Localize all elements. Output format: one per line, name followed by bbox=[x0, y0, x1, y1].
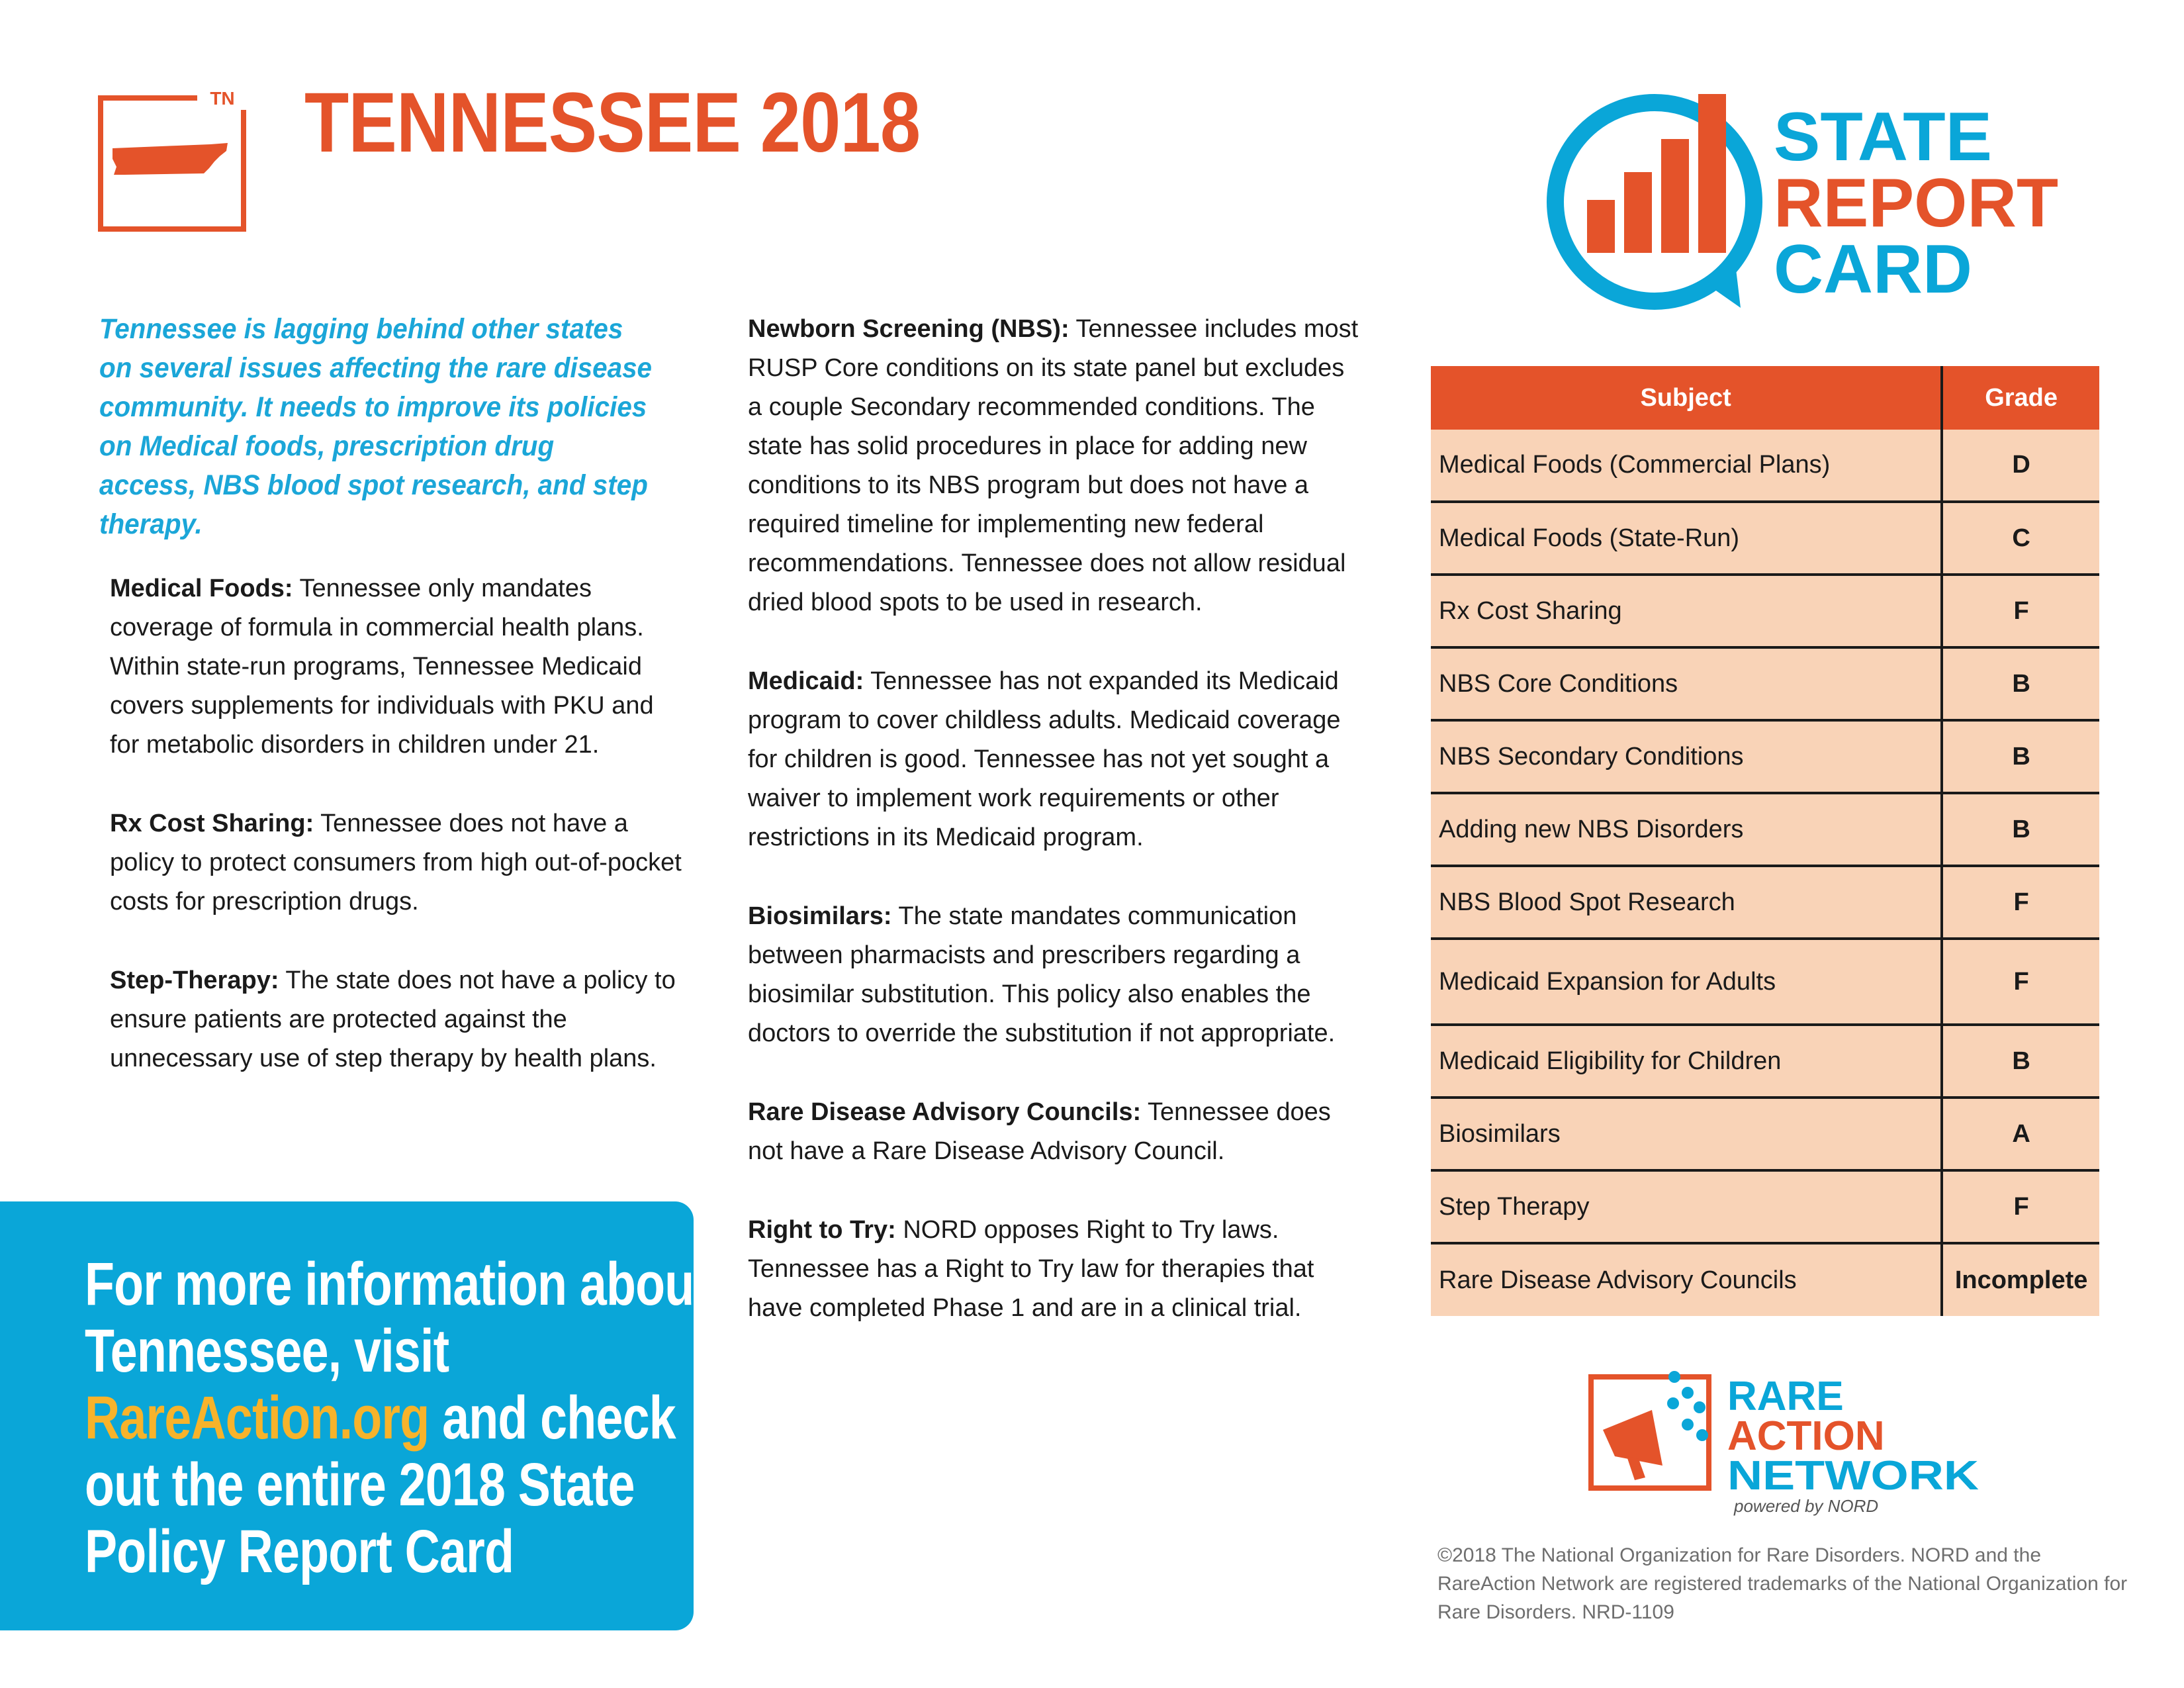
table-row bbox=[1431, 1025, 2099, 1098]
table-row bbox=[1431, 1170, 2099, 1243]
section-step-therapy bbox=[106, 961, 688, 1078]
section-heading: Newborn Screening (NBS): bbox=[748, 315, 1069, 343]
section-heading: Step-Therapy: bbox=[110, 966, 279, 994]
row-grade: B bbox=[1942, 1025, 2099, 1098]
section-newborn-screening bbox=[748, 310, 1363, 622]
row-subject: Biosimilars bbox=[1431, 1098, 1942, 1170]
rare-logo-line-action: ACTION bbox=[1727, 1413, 1885, 1459]
row-grade: B bbox=[1942, 793, 2099, 866]
table-row bbox=[1431, 430, 2099, 502]
header-grade: Grade bbox=[1942, 366, 2099, 430]
row-grade: F bbox=[1942, 1170, 2099, 1243]
section-heading: Rx Cost Sharing: bbox=[110, 810, 314, 837]
section-body: Tennessee does not have a Rare Disease Advisory Council. bbox=[748, 1098, 1331, 1165]
info-callout-text bbox=[85, 1251, 720, 1585]
intro-summary: Tennessee is lagging behind other states on several issues affecting the rare disease community. It needs to improve its policies on Medical foods, prescription drug access, NBS blood spot research, and step therapy. bbox=[99, 313, 653, 540]
row-subject: NBS Blood Spot Research bbox=[1431, 866, 1942, 939]
rare-logo-line-rare: RARE bbox=[1727, 1374, 1844, 1419]
section-rare-disease-councils bbox=[748, 1093, 1363, 1171]
row-grade: Incomplete bbox=[1942, 1243, 2099, 1316]
middle-column bbox=[748, 310, 1363, 1368]
section-heading: Biosimilars: bbox=[748, 902, 892, 930]
row-subject: Medical Foods (Commercial Plans) bbox=[1431, 430, 1942, 502]
section-body: The state does not have a policy to ensure patients are protected against the unnecessary use of step therapy by health plans. bbox=[110, 966, 676, 1072]
row-subject: Rx Cost Sharing bbox=[1431, 575, 1942, 647]
table-row bbox=[1431, 502, 2099, 575]
table-row bbox=[1431, 793, 2099, 866]
rareaction-link[interactable]: RareAction.org bbox=[85, 1384, 430, 1452]
table-row bbox=[1431, 939, 2099, 1025]
row-subject: Medicaid Expansion for Adults bbox=[1431, 939, 1942, 1025]
section-rx-cost-sharing bbox=[106, 804, 688, 921]
section-heading: Medical Foods: bbox=[110, 575, 293, 602]
logo-line-state: STATE bbox=[1774, 99, 1992, 175]
row-grade: A bbox=[1942, 1098, 2099, 1170]
table-row bbox=[1431, 720, 2099, 793]
section-medicaid bbox=[748, 662, 1363, 857]
row-subject: Rare Disease Advisory Councils bbox=[1431, 1243, 1942, 1316]
header-subject: Subject bbox=[1431, 366, 1942, 430]
callout-post: and check out the entire 2018 State Policy Report Card bbox=[85, 1384, 676, 1585]
row-grade: B bbox=[1942, 647, 2099, 720]
section-biosimilars bbox=[748, 897, 1363, 1053]
table-header-row bbox=[1431, 366, 2099, 430]
table-row bbox=[1431, 1243, 2099, 1316]
section-body: Tennessee has not expanded its Medicaid program to cover childless adults. Medicaid coverage for children is good. Tennessee has not yet sought a waiver to implement work requirements or other restrictions in its Medicaid program. bbox=[748, 667, 1341, 851]
rare-logo-tagline: powered by NORD bbox=[1734, 1496, 1879, 1516]
row-grade: F bbox=[1942, 575, 2099, 647]
left-column bbox=[106, 569, 688, 1118]
tennessee-state-badge bbox=[98, 83, 249, 232]
rare-action-network-logo bbox=[1588, 1364, 2012, 1523]
logo-line-card: CARD bbox=[1774, 231, 1972, 308]
row-subject: Medicaid Eligibility for Children bbox=[1431, 1025, 1942, 1098]
row-grade: F bbox=[1942, 866, 2099, 939]
table-row bbox=[1431, 575, 2099, 647]
row-grade: B bbox=[1942, 720, 2099, 793]
section-medical-foods bbox=[106, 569, 688, 765]
logo-line-report: REPORT bbox=[1774, 165, 2058, 242]
row-subject: NBS Secondary Conditions bbox=[1431, 720, 1942, 793]
copyright-notice: ©2018 The National Organization for Rare Disorders. NORD and the RareAction Network are registered trademarks of the National Organization for Rare Disorders. NRD-1109 bbox=[1437, 1544, 2128, 1623]
section-heading: Medicaid: bbox=[748, 667, 864, 695]
row-grade: D bbox=[1942, 430, 2099, 502]
tennessee-outline-icon bbox=[113, 143, 228, 175]
section-heading: Rare Disease Advisory Councils: bbox=[748, 1098, 1142, 1126]
section-heading: Right to Try: bbox=[748, 1216, 896, 1244]
row-subject: Medical Foods (State-Run) bbox=[1431, 502, 1942, 575]
row-subject: NBS Core Conditions bbox=[1431, 647, 1942, 720]
table-row bbox=[1431, 647, 2099, 720]
table-row bbox=[1431, 866, 2099, 939]
table-row bbox=[1431, 1098, 2099, 1170]
section-body: Tennessee includes most RUSP Core conditions on its state panel but excludes a couple Secondary recommended conditions. The state has solid procedures in place for adding new conditions to its NBS program but does not have a required timeline for implementing new federal recommendations. Tennessee does not allow residual dried blood spots to be used in research. bbox=[748, 315, 1359, 616]
grade-table bbox=[1431, 366, 2099, 1316]
megaphone-icon bbox=[1591, 1371, 1709, 1488]
section-body: Tennessee does not have a policy to protect consumers from high out-of-pocket costs for prescription drugs. bbox=[110, 810, 682, 915]
section-right-to-try bbox=[748, 1211, 1363, 1328]
section-body: Tennessee only mandates coverage of formula in commercial health plans. Within state-run programs, Tennessee Medicaid covers supplements for individuals with PKU and for metabolic disorders in children under 21. bbox=[110, 575, 654, 759]
rare-logo-line-network: NETWORK bbox=[1727, 1453, 1979, 1499]
row-subject: Step Therapy bbox=[1431, 1170, 1942, 1243]
section-body: The state mandates communication between pharmacists and prescribers regarding a biosimilar substitution. This policy also enables the doctors to override the substitution if not appropriate. bbox=[748, 902, 1336, 1047]
page-title: TENNESSEE 2018 bbox=[304, 75, 921, 170]
badge-abbr: TN bbox=[210, 88, 235, 109]
row-subject: Adding new NBS Disorders bbox=[1431, 793, 1942, 866]
row-grade: C bbox=[1942, 502, 2099, 575]
state-report-card-logo bbox=[1542, 86, 2071, 324]
callout-pre: For more information about Tennessee, visit bbox=[85, 1250, 710, 1385]
row-grade: F bbox=[1942, 939, 2099, 1025]
section-body: NORD opposes Right to Try laws. Tennessee has a Right to Try law for therapies that have completed Phase 1 and are in a clinical trial. bbox=[748, 1216, 1314, 1322]
